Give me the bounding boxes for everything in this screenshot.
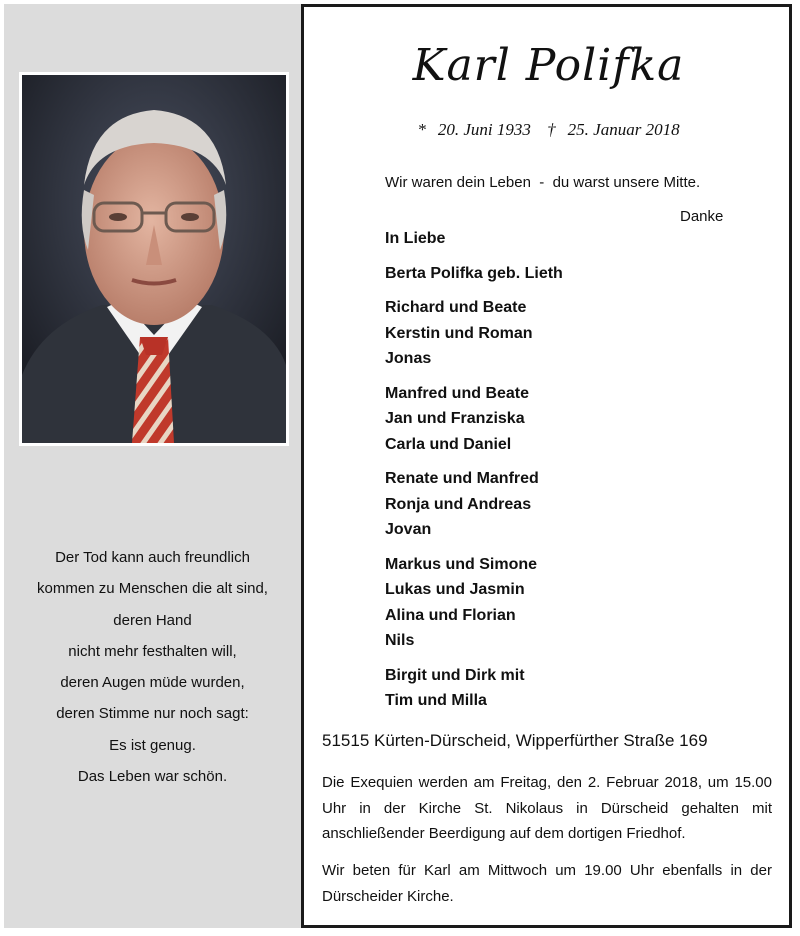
family-line: Richard und Beate <box>385 299 527 316</box>
birth-date: 20. Juni 1933 <box>437 120 531 139</box>
portrait-image <box>22 75 286 443</box>
motto: Wir waren dein Leben - du warst unsere Mitte. <box>385 174 701 191</box>
poem-line: deren Augen müde wurden, <box>60 674 245 692</box>
family-group <box>385 552 745 654</box>
prayer-paragraph: Wir beten für Karl am Mittwoch um 19.00 Uhr ebenfalls in der Dürscheider Kirche. <box>322 862 772 905</box>
family-line: Birgit und Dirk mit <box>385 666 525 684</box>
family-line: In Liebe <box>385 230 446 247</box>
family-line: Alina und Florian <box>385 606 516 624</box>
family-line: Ronja und Andreas <box>385 495 532 513</box>
family-line: Kerstin und Roman <box>385 324 533 342</box>
poem-line: Der Tod kann auch freundlich <box>55 549 250 566</box>
family-line: Berta Polifka geb. Lieth <box>385 264 563 282</box>
family-line: Jonas <box>385 350 432 367</box>
family-line: Markus und Simone <box>385 555 538 573</box>
thanks: Danke <box>680 208 724 225</box>
family-group <box>385 381 745 458</box>
poem-line: kommen zu Menschen die alt sind, <box>37 580 268 598</box>
poem-line: Es ist genug. <box>109 736 196 754</box>
death-symbol: † <box>547 120 556 139</box>
portrait-photo <box>19 72 289 446</box>
family-list <box>385 226 745 723</box>
family-line: Jan und Franziska <box>385 410 525 427</box>
address: 51515 Kürten-Dürscheid, Wipperfürther Straße 169 <box>322 731 708 750</box>
family-line: Jovan <box>385 521 432 538</box>
family-line: Lukas und Jasmin <box>385 581 525 598</box>
poem-line: nicht mehr festhalten will, <box>68 642 237 660</box>
life-dates <box>305 120 792 140</box>
family-group <box>385 466 745 543</box>
deceased-name: Karl Polifka <box>412 40 685 91</box>
poem-line: deren Stimme nur noch sagt: <box>56 705 249 723</box>
family-group <box>385 663 745 714</box>
family-line: Manfred und Beate <box>385 384 530 402</box>
family-line: Tim und Milla <box>385 692 487 709</box>
family-group <box>385 295 745 372</box>
poem-line: Das Leben war schön. <box>77 768 228 786</box>
left-panel <box>4 4 304 928</box>
poem <box>4 542 301 792</box>
family-line: Carla und Daniel <box>385 435 512 453</box>
family-group <box>385 226 745 252</box>
birth-symbol: * <box>417 120 426 139</box>
family-group <box>385 261 745 287</box>
death-date: 25. Januar 2018 <box>567 120 680 139</box>
family-line: Renate und Manfred <box>385 470 539 487</box>
family-line: Nils <box>385 632 415 649</box>
poem-line: deren Hand <box>113 611 192 629</box>
funeral-paragraph: Die Exequien werden am Freitag, den 2. Februar 2018, um 15.00 Uhr in der Kirche St. Nikolaus in Dürscheid gehalten mit anschließender Beerdigung auf dem dortigen Friedhof. <box>322 774 772 842</box>
